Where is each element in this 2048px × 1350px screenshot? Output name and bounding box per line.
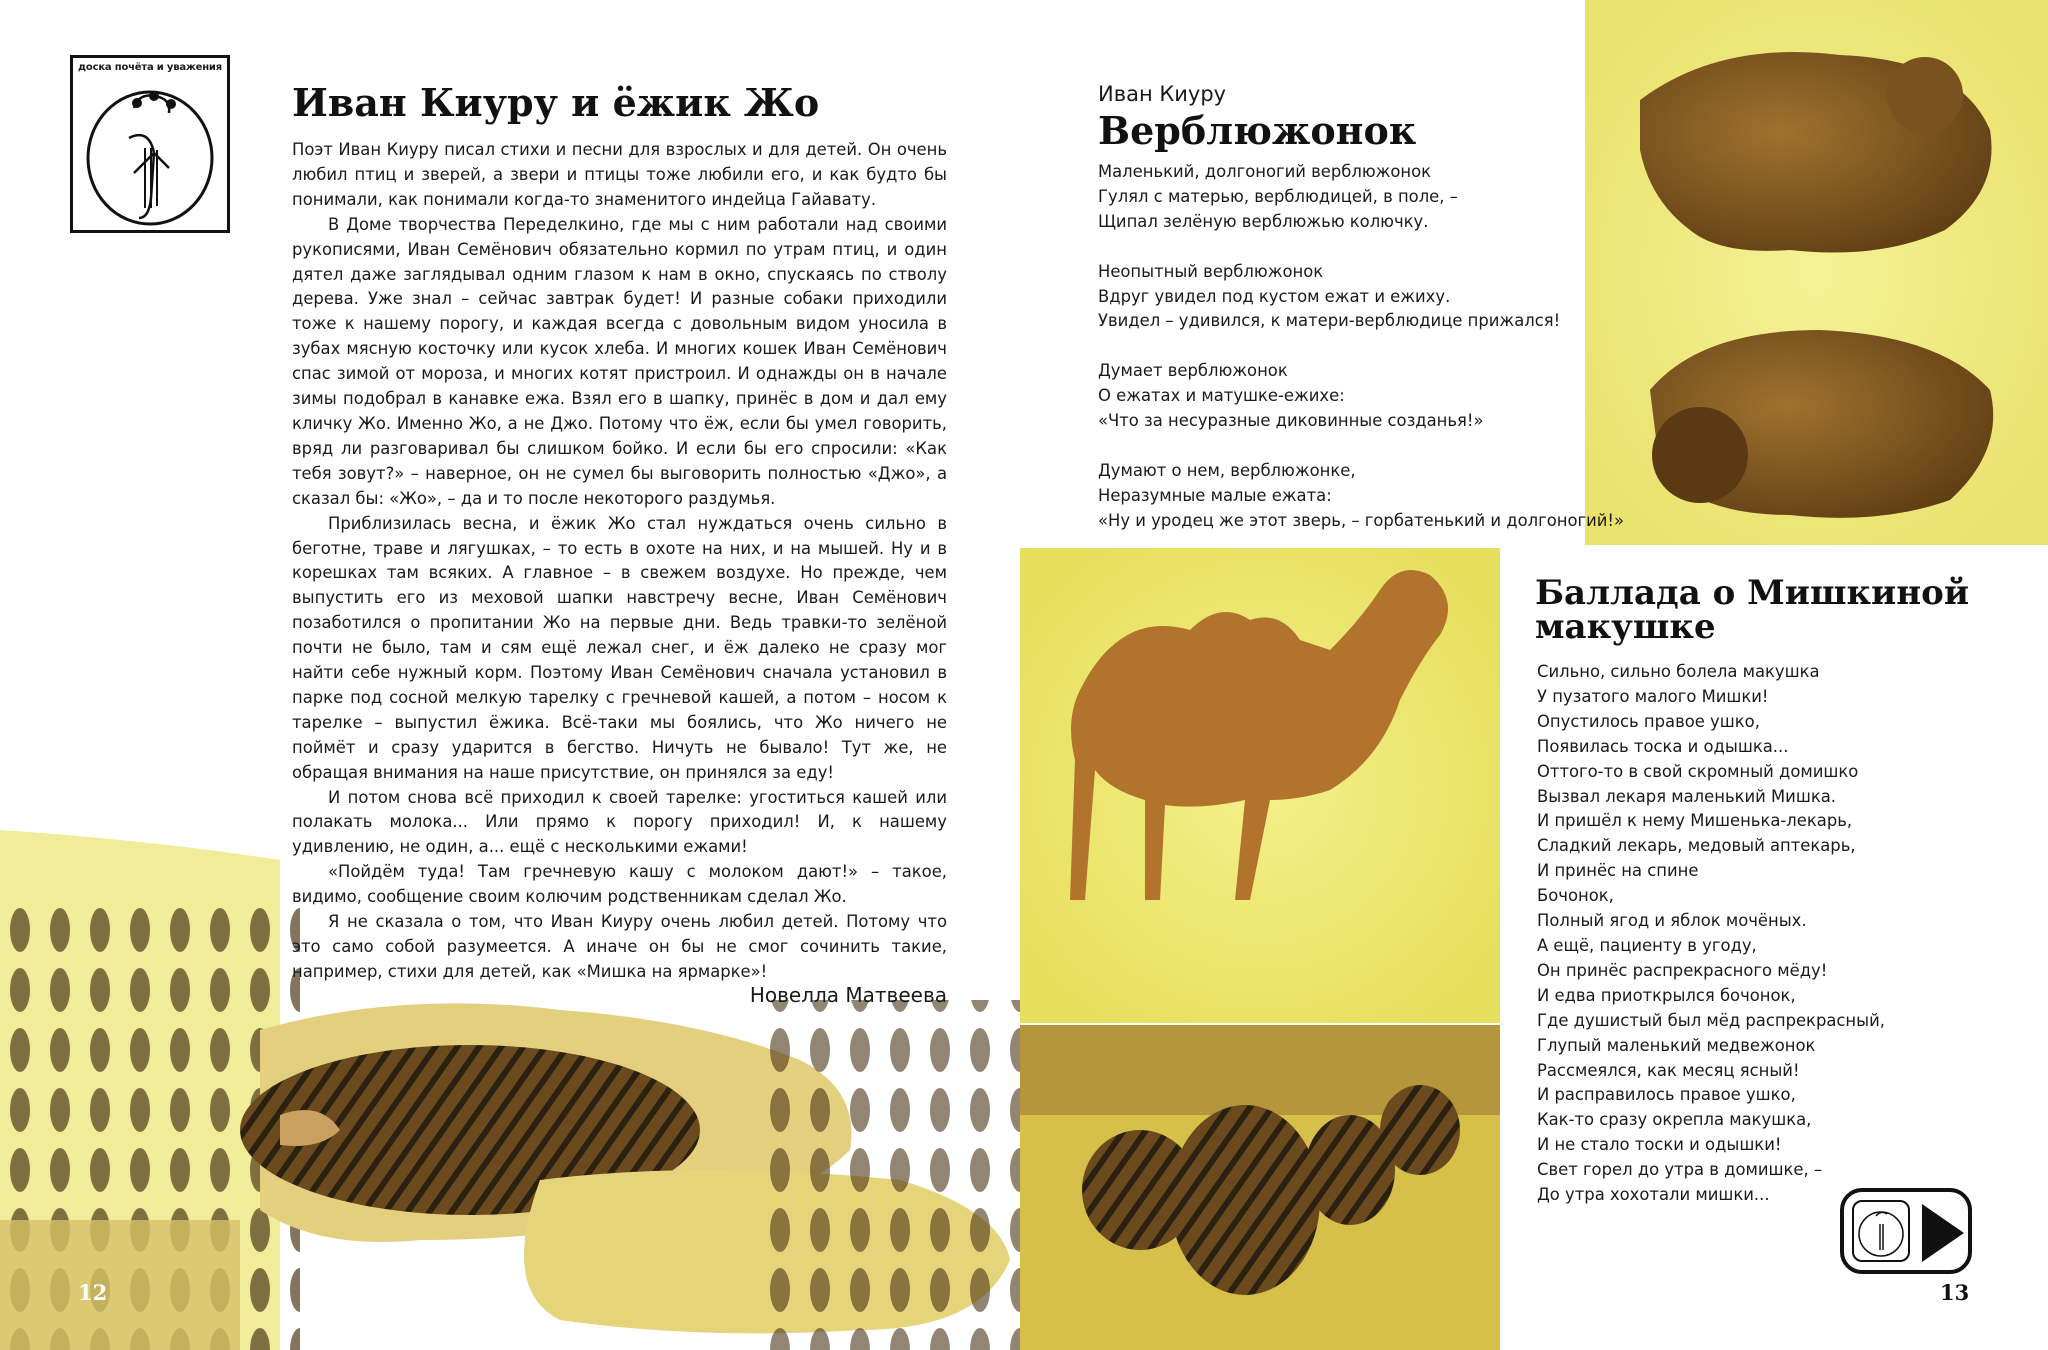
poem-line: Оттого-то в свой скромный домишко: [1537, 761, 1859, 781]
figure-icon: [79, 78, 221, 228]
poem-line: Увидел – удивился, к матери-верблюдице прижался!: [1098, 311, 1561, 331]
poem-stanza: [1098, 459, 1624, 534]
poem-line: Бочонок,: [1537, 886, 1614, 906]
poem-line: Сладкий лекарь, медовый аптекарь,: [1537, 836, 1856, 856]
article-paragraph: И потом снова всё приходил к своей тарелке: угоститься кашей или полакать молока... Или прямо к порогу приходил! И, к нашему удивлению, не один, а... ещё с несколькими ежами!: [292, 787, 947, 857]
poem-line: И едва приоткрылся бочонок,: [1537, 985, 1796, 1005]
poem-line: До утра хохотали мишки...: [1537, 1185, 1770, 1205]
poem-line: Неразумные малые ежата:: [1098, 485, 1332, 505]
poem-line: И принёс на спине: [1537, 861, 1699, 881]
poem-line: Как-то сразу окрепла макушка,: [1537, 1110, 1812, 1130]
poem-line: «Что за несуразные диковинные созданья!»: [1098, 411, 1484, 431]
poem-stanza: [1098, 260, 1618, 335]
poem-title-ballad: [1535, 573, 1970, 647]
poem-line: Вдруг увидел под кустом ежат и ежиху.: [1098, 286, 1451, 306]
play-arrow-icon: [1918, 1202, 1966, 1264]
poem-line: Свет горел до утра в домишке, –: [1537, 1160, 1823, 1180]
mini-logo-icon: [1852, 1200, 1910, 1262]
article-paragraph: В Доме творчества Переделкино, где мы с ним работали над своими рукописями, Иван Семёнович обязательно кормил по утрам птиц, и один дятел даже заглядывал одним глазом к нам в окно, спускаясь по стволу дерева. Уже знал – сейчас завтрак будет! И разные собаки приходили тоже к нашему порогу, и каждая всегда с довольным видом уносила в зубах мясную косточку или кусок хлеба. И многих кошек Иван Семёнович спас зимой от мороза, и многих котят пристроил. И однажды он в начале зимы подобрал в канавке ежа. Взял его в шапку, принёс в дом и дал ему кличку Жо. Именно Жо, а не Джо. Потому что ёж, если бы умел говорить, вряд ли разговаривал бы слишком бойко. И если бы его спросили: «Как тебя зовут?» – наверное, он не сумел бы выговорить полностью «Джо», а сказал бы: «Жо», – да и то после некоторого раздумья.: [292, 214, 947, 508]
poem-title-camel: Верблюжонок: [1098, 108, 1417, 153]
poem-line: Где душистый был мёд распрекрасный,: [1537, 1010, 1885, 1030]
poem-title-line: Баллада о Мишкиной: [1535, 573, 1970, 613]
poem-line: Думает верблюжонок: [1098, 361, 1288, 381]
article-paragraph: Приблизилась весна, и ёжик Жо стал нуждаться очень сильно в беготне, траве и лягушках, – то есть в охоте на них, и на мышей. Ну и в корешках там всяких. А главное – в свежем воздухе. Но прежде, чем выпустить его из меховой шапки навстречу весне, Иван Семёнович позаботился о пропитании Жо на первые дни. Ведь травки-то зелёной почти не было, там и сям ещё лежал снег, и ёж далеко не сразу мог найти себе нужный корм. Поэтому Иван Семёнович сначала установил в парке под сосной мелкую тарелку с гречневой кашей, а потом – носом к тарелке – выпустил ёжика. Всё-таки мы боялись, что Жо ничего не поймёт и сразу ударится в бегство. Ничуть не бывало! Тут же, не обращая внимания на наше присутствие, он принялся за еду!: [292, 513, 947, 782]
article-paragraph: Я не сказала о том, что Иван Киуру очень любил детей. Потому что это само собой разумеется. А иначе он бы не смог сочинить такие, например, стихи для детей, как «Мишка на ярмарке»!: [292, 912, 947, 981]
article-paragraph: «Пойдём туда! Там гречневую кашу с молоком дают!» – такое, видимо, сообщение своим колючим родственникам сделал Жо.: [292, 862, 947, 907]
poem-line: Неопытный верблюжонок: [1098, 261, 1324, 281]
poem-line: А ещё, пациенту в угоду,: [1537, 935, 1757, 955]
poem-line: У пузатого малого Мишки!: [1537, 686, 1769, 706]
poem-camel: [1098, 160, 1624, 558]
poem-stanza: [1098, 359, 1618, 434]
article-body: [292, 138, 947, 985]
poem-line: Гулял с матерью, верблюдицей, в поле, –: [1098, 186, 1458, 206]
poem-stanza: [1098, 160, 1618, 235]
poem-line: Маленький, долгоногий верблюжонок: [1098, 162, 1432, 181]
hedgehogs-painting: [1020, 1025, 1500, 1350]
poem-line: И пришёл к нему Мишенька-лекарь,: [1537, 811, 1853, 831]
poem-line: Опустилось правое ушко,: [1537, 711, 1760, 731]
page-number-left: 12: [78, 1280, 108, 1305]
poem-line: Щипал зелёную верблюжью колючку.: [1098, 211, 1429, 231]
poem-line: Сильно, сильно болела макушка: [1537, 662, 1820, 681]
poem-author: Иван Киуру: [1098, 82, 1227, 106]
poem-line: Полный ягод и яблок мочёных.: [1537, 911, 1807, 931]
poem-line: «Ну и уродец же этот зверь, – горбатенький и долгоногий!»: [1098, 510, 1624, 530]
article-paragraph: Поэт Иван Киуру писал стихи и песни для взрослых и для детей. Он очень любил птиц и зверей, а звери и птицы тоже любили его, и как будто бы понимали, как понимали когда-то знаменитого индейца Гайавату.: [292, 140, 947, 209]
poem-line: Рассмеялся, как месяц ясный!: [1537, 1060, 1800, 1080]
poem-line: И не стало тоски и одышки!: [1537, 1135, 1782, 1155]
poem-line: И расправилось правое ушко,: [1537, 1085, 1796, 1105]
poem-line: Думают о нем, верблюжонке,: [1098, 460, 1356, 480]
poem-title-line: макушке: [1535, 607, 1716, 647]
poem-line: О ежатах и матушке-ежихе:: [1098, 386, 1345, 406]
poem-ballad: [1537, 660, 1917, 1208]
page-number-right: 13: [1940, 1280, 1970, 1305]
bears-painting: [1585, 0, 2048, 545]
poem-line: Вызвал лекаря маленький Мишка.: [1537, 786, 1836, 806]
poem-line: Появилась тоска и одышка...: [1537, 736, 1789, 756]
next-page-button[interactable]: [1840, 1188, 1972, 1274]
camel-painting: [1020, 548, 1500, 1023]
logo-caption: доска почёта и уважения: [78, 62, 222, 73]
honor-board-logo: [70, 55, 230, 233]
poem-line: Глупый маленький медвежонок: [1537, 1035, 1816, 1055]
article-signature: Новелла Матвеева: [749, 983, 947, 1007]
article-title: Иван Киуру и ёжик Жо: [292, 80, 820, 125]
poem-line: Он принёс распрекрасного мёду!: [1537, 960, 1828, 980]
